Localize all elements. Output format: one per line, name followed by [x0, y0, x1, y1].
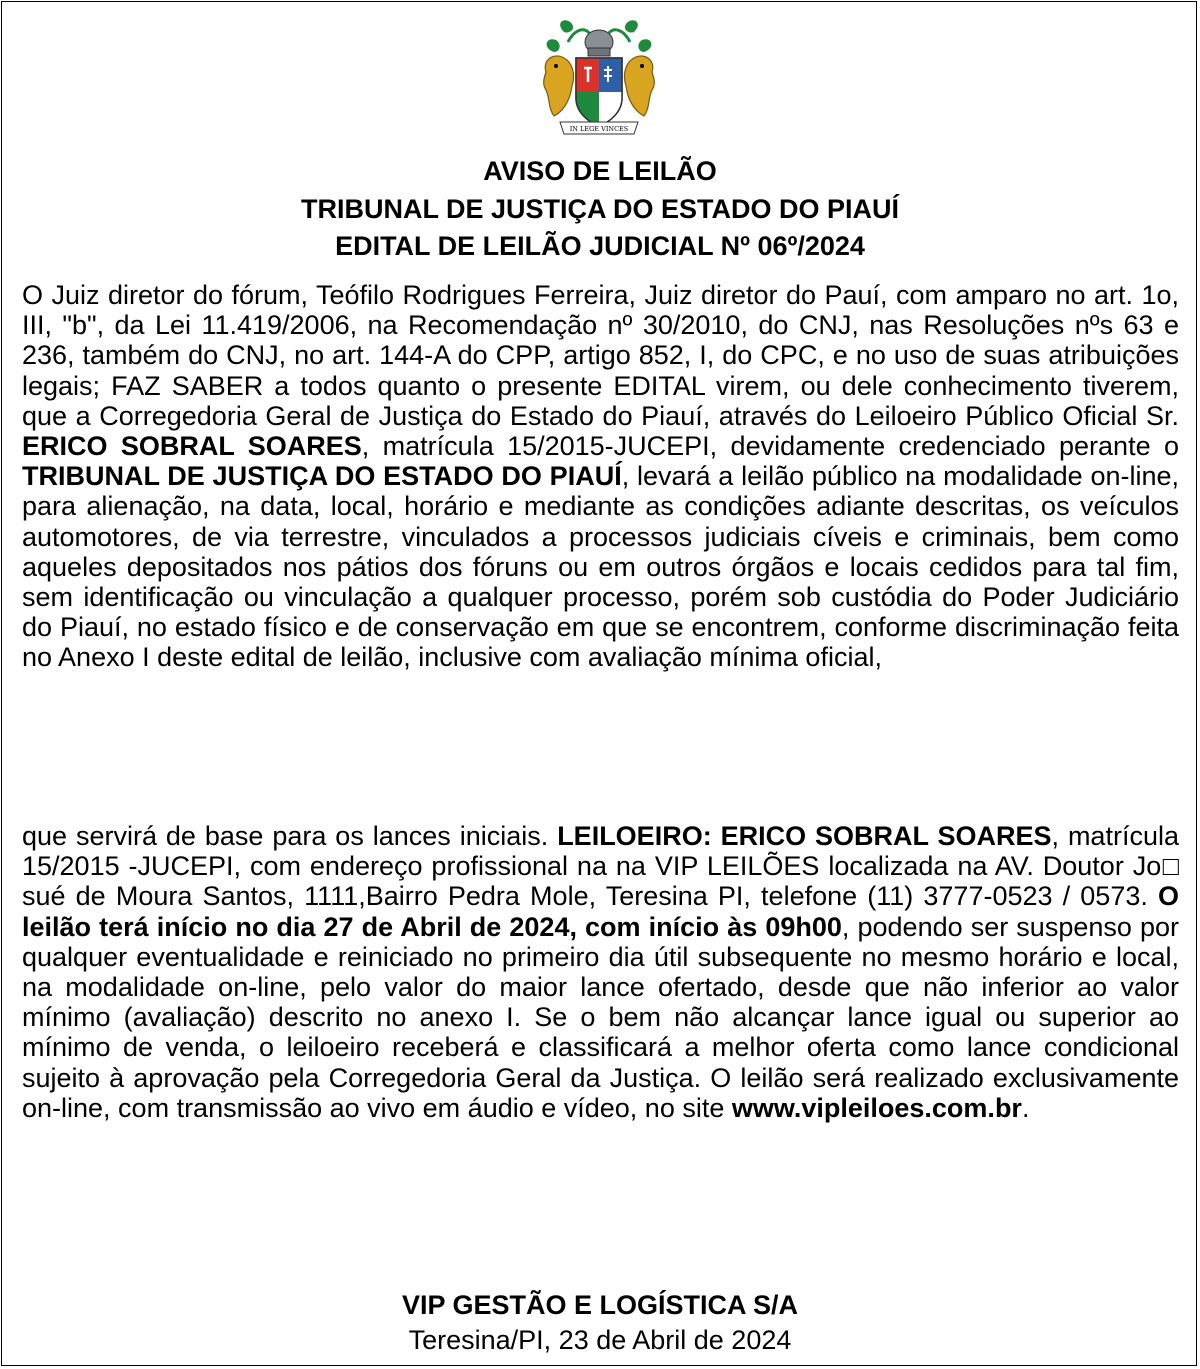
company-name: VIP GESTÃO E LOGÍSTICA S/A [401, 1290, 799, 1320]
emblem-motto: IN LEGE VINCES [569, 125, 629, 133]
auctioneer-name: ERICO SOBRAL SOARES [22, 431, 362, 462]
auction-start: O leilão terá início no dia 27 de Abril de 2024, com início às 09h00 [22, 881, 1179, 942]
text-run: , matrícula 15/2015 -JUCEPI, com endereço profissional na na VIP LEILÕES localizada na AV. Doutor Jo□ sué de Moura Santos, 1111,Bairro Pedra Mole, Teresina PI, telefone (11) 3777-0523 / 0573. [22, 821, 1179, 912]
edict-paragraph-2 [22, 821, 1179, 1123]
place-and-date: Teresina/PI, 23 de Abril de 2024 [408, 1325, 792, 1355]
edict-number: EDITAL DE LEILÃO JUDICIAL Nº 06º/2024 [335, 231, 865, 261]
court-name: TRIBUNAL DE JUSTIÇA DO ESTADO DO PIAUÍ [300, 194, 900, 224]
notice-title: AVISO DE LEILÃO [483, 156, 717, 186]
court-emblem-icon [524, 12, 674, 138]
edict-paragraph-1 [22, 280, 1179, 673]
text-run: , matrícula 15/2015-JUCEPI, devidamente credenciado perante o [361, 431, 1179, 462]
text-run: , levará a leilão público na modalidade on-line, para alienação, na data, local, horário e mediante as condições adiante descritas, os veículos automotores, de via terrestre, vinculados a processos judiciais cíveis e criminais, bem como aqueles depositados nos pátios dos fóruns ou em outros órgãos e locais cedidos para tal fim, sem identificação ou vinculação a qualquer processo, porém sob custódia do Poder Judiciário do Piauí, no estado físico e de conservação em que se encontrem, conforme discriminação feita no Anexo I deste edital de leilão, inclusive com avaliação mínima oficial, [22, 461, 1179, 673]
text-run: , podendo ser suspenso por qualquer eventualidade e reiniciado no primeiro dia útil subsequente no mesmo horário e local, na modalidade on-line, pelo valor do maior lance ofertado, desde que não inferior ao valor mínimo (avaliação) descrito no anexo I. Se o bem não alcançar lance igual ou superior ao mínimo de venda, o leiloeiro receberá e classificará a melhor oferta como lance condicional sujeito à aprovação pela Corregedoria Geral da Justiça. O leilão será realizado exclusivamente on-line, com transmissão ao vivo em áudio e vídeo, no site [22, 911, 1179, 1123]
text-run: O Juiz diretor do fórum, Teófilo Rodrigues Ferreira, Juiz diretor do Pauí, com amparo no art. 1o, III, "b", da Lei 11.419/2006, na Recomendação nº 30/2010, do CNJ, nas Resoluções nºs 63 e 236, também do CNJ, no art. 144-A do CPP, artigo 852, I, do CPC, e no uso de suas atribuições legais; FAZ SABER a todos quanto o presente EDITAL virem, ou dele conhecimento tiverem, que a Corregedoria Geral de Justiça do Estado do Piauí, através do Leiloeiro Público Oficial Sr. [22, 280, 1179, 431]
auction-website: www.vipleiloes.com.br [731, 1092, 1022, 1123]
auctioneer-label: LEILOEIRO: ERICO SOBRAL SOARES [557, 821, 1052, 851]
text-run: . [1021, 1092, 1030, 1123]
text-run: que servirá de base para os lances iniciais. [22, 821, 558, 851]
court-name-inline: TRIBUNAL DE JUSTIÇA DO ESTADO DO PIAUÍ [22, 461, 622, 492]
